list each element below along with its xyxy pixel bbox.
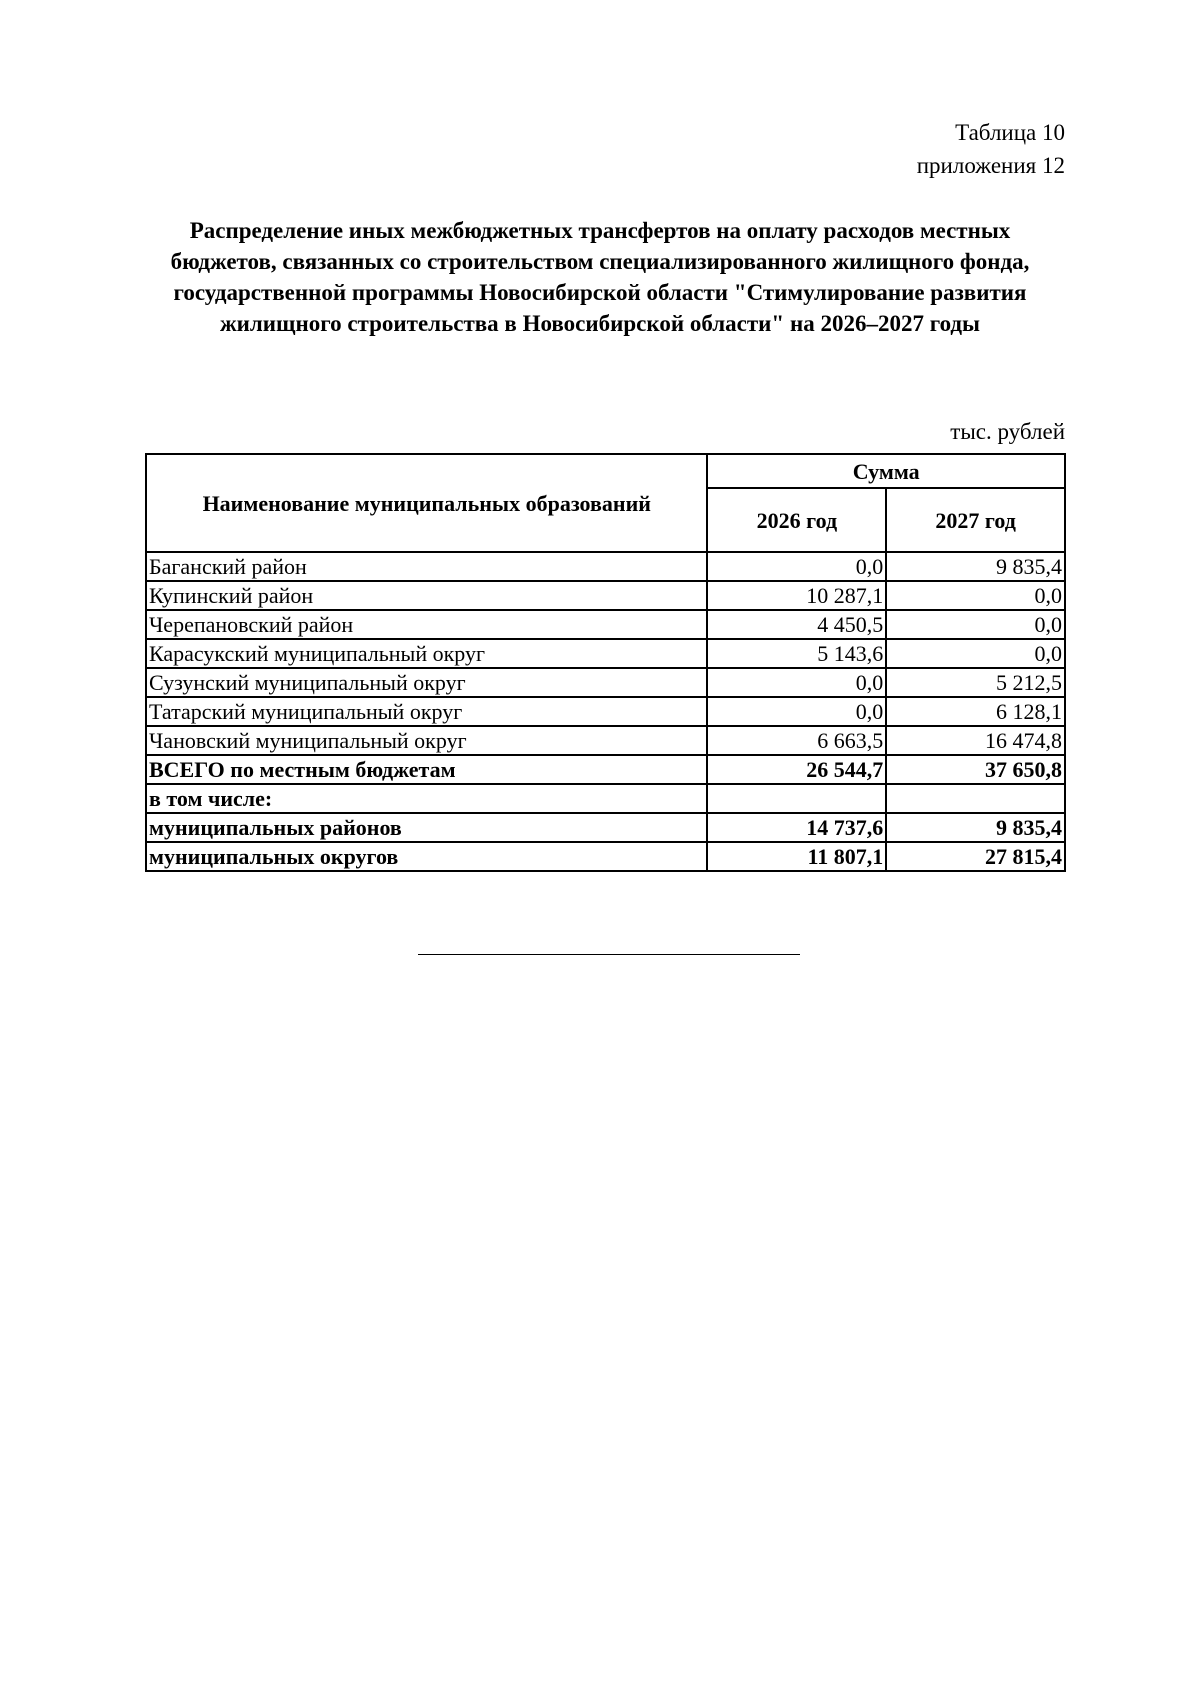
districts-value-2027: 9 835,4 <box>886 813 1065 842</box>
units-label: тыс. рублей <box>950 419 1065 444</box>
row-name: Купинский район <box>146 581 707 610</box>
appendix-number: приложения 12 <box>916 153 1065 178</box>
table-row <box>146 581 1065 610</box>
row-value-2027: 9 835,4 <box>886 552 1065 581</box>
districts-row <box>146 813 1065 842</box>
row-name: Татарский муниципальный округ <box>146 697 707 726</box>
row-value-2027: 0,0 <box>886 639 1065 668</box>
row-name: Карасукский муниципальный округ <box>146 639 707 668</box>
header-year-2026: 2026 год <box>707 488 886 552</box>
allocation-table <box>145 453 1066 872</box>
including-value-2026 <box>707 784 886 813</box>
row-value-2026: 10 287,1 <box>707 581 886 610</box>
header-sum: Сумма <box>707 454 1065 488</box>
table-row <box>146 639 1065 668</box>
row-value-2026: 5 143,6 <box>707 639 886 668</box>
table-reference <box>917 116 1065 182</box>
total-value-2026: 26 544,7 <box>707 755 886 784</box>
table-row <box>146 668 1065 697</box>
header-municipality: Наименование муниципальных образований <box>146 454 707 552</box>
row-value-2027: 0,0 <box>886 610 1065 639</box>
row-value-2027: 6 128,1 <box>886 697 1065 726</box>
okrugs-row <box>146 842 1065 871</box>
row-name: Баганский район <box>146 552 707 581</box>
table-row <box>146 726 1065 755</box>
row-value-2027: 16 474,8 <box>886 726 1065 755</box>
districts-name: муниципальных районов <box>146 813 707 842</box>
row-value-2027: 0,0 <box>886 581 1065 610</box>
table-number: Таблица 10 <box>955 120 1065 145</box>
total-row <box>146 755 1065 784</box>
row-name: Сузунский муниципальный округ <box>146 668 707 697</box>
total-value-2027: 37 650,8 <box>886 755 1065 784</box>
okrugs-value-2026: 11 807,1 <box>707 842 886 871</box>
table-row <box>146 552 1065 581</box>
end-divider <box>418 954 800 955</box>
row-value-2026: 0,0 <box>707 668 886 697</box>
districts-value-2026: 14 737,6 <box>707 813 886 842</box>
including-value-2027 <box>886 784 1065 813</box>
total-name: ВСЕГО по местным бюджетам <box>146 755 707 784</box>
row-value-2026: 0,0 <box>707 552 886 581</box>
table-row <box>146 610 1065 639</box>
row-value-2026: 6 663,5 <box>707 726 886 755</box>
including-row <box>146 784 1065 813</box>
including-label: в том числе: <box>146 784 707 813</box>
row-value-2026: 4 450,5 <box>707 610 886 639</box>
header-year-2027: 2027 год <box>886 488 1065 552</box>
row-name: Черепановский район <box>146 610 707 639</box>
okrugs-value-2027: 27 815,4 <box>886 842 1065 871</box>
okrugs-name: муниципальных округов <box>146 842 707 871</box>
table-row <box>146 697 1065 726</box>
row-value-2027: 5 212,5 <box>886 668 1065 697</box>
row-value-2026: 0,0 <box>707 697 886 726</box>
row-name: Чановский муниципальный округ <box>146 726 707 755</box>
document-title: Распределение иных межбюджетных трансфертов на оплату расходов местных бюджетов, связанных со строительством специализированного жилищного фонда, государственной программы Новосибирской области "Стимулирование развития жилищного строительства в Новосибирской области" на 2026–2027 годы <box>170 218 1030 336</box>
